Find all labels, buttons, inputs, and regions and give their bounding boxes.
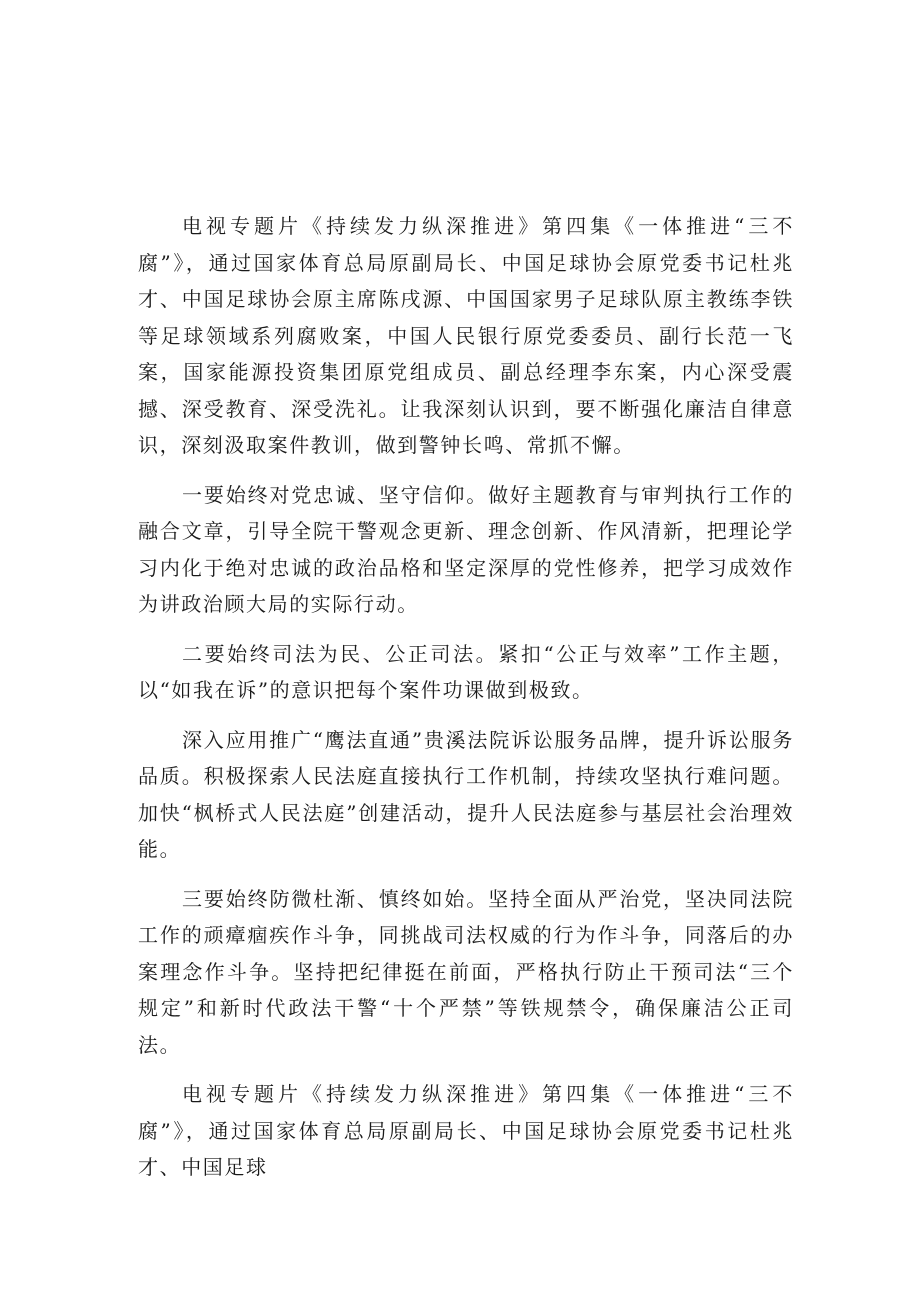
paragraph-point-two: 二要始终司法为民、公正司法。紧扣“公正与效率”工作主题，以“如我在诉”的意识把每个案件功课做到极致。 — [138, 641, 794, 702]
paragraph-intro: 电视专题片《持续发力纵深推进》第四集《一体推进“三不腐”》，通过国家体育总局原副局长、中国足球协会原党委书记杜兆才、中国足球协会原主席陈戌源、中国国家男子足球队原主教练李铁等足球领域系列腐败案，中国人民银行原党委委员、副行长范一飞案，国家能源投资集团原党组成员、副总经理李东案，内心深受震撼、深受教育、深受洗礼。让我深刻认识到，要不断强化廉洁自律意识，深刻汲取案件教训，做到警钟长鸣、常抓不懈。 — [138, 214, 794, 457]
paragraph-point-three: 三要始终防微杜渐、慎终如始。坚持全面从严治党，坚决同法院工作的顽瘴痼疾作斗争，同挑战司法权威的行为作斗争，同落后的办案理念作斗争。坚持把纪律挺在前面，严格执行防止干预司法“三个规定”和新时代政法干警“十个严禁”等铁规禁令，确保廉洁公正司法。 — [138, 886, 794, 1057]
document-body — [138, 208, 794, 1199]
paragraph-intro-repeat: 电视专题片《持续发力纵深推进》第四集《一体推进“三不腐”》，通过国家体育总局原副局长、中国足球协会原党委书记杜兆才、中国足球 — [138, 1082, 794, 1179]
paragraph-litigation-service: 深入应用推广“鹰法直通”贵溪法院诉讼服务品牌，提升诉讼服务品质。积极探索人民法庭直接执行工作机制，持续攻坚执行难问题。加快“枫桥式人民法庭”创建活动，提升人民法庭参与基层社会治理效能。 — [138, 727, 794, 861]
paragraph-point-one: 一要始终对党忠诚、坚守信仰。做好主题教育与审判执行工作的融合文章，引导全院干警观念更新、理念创新、作风清新，把理论学习内化于绝对忠诚的政治品格和坚定深厚的党性修养，把学习成效作为讲政治顾大局的实际行动。 — [138, 482, 794, 616]
